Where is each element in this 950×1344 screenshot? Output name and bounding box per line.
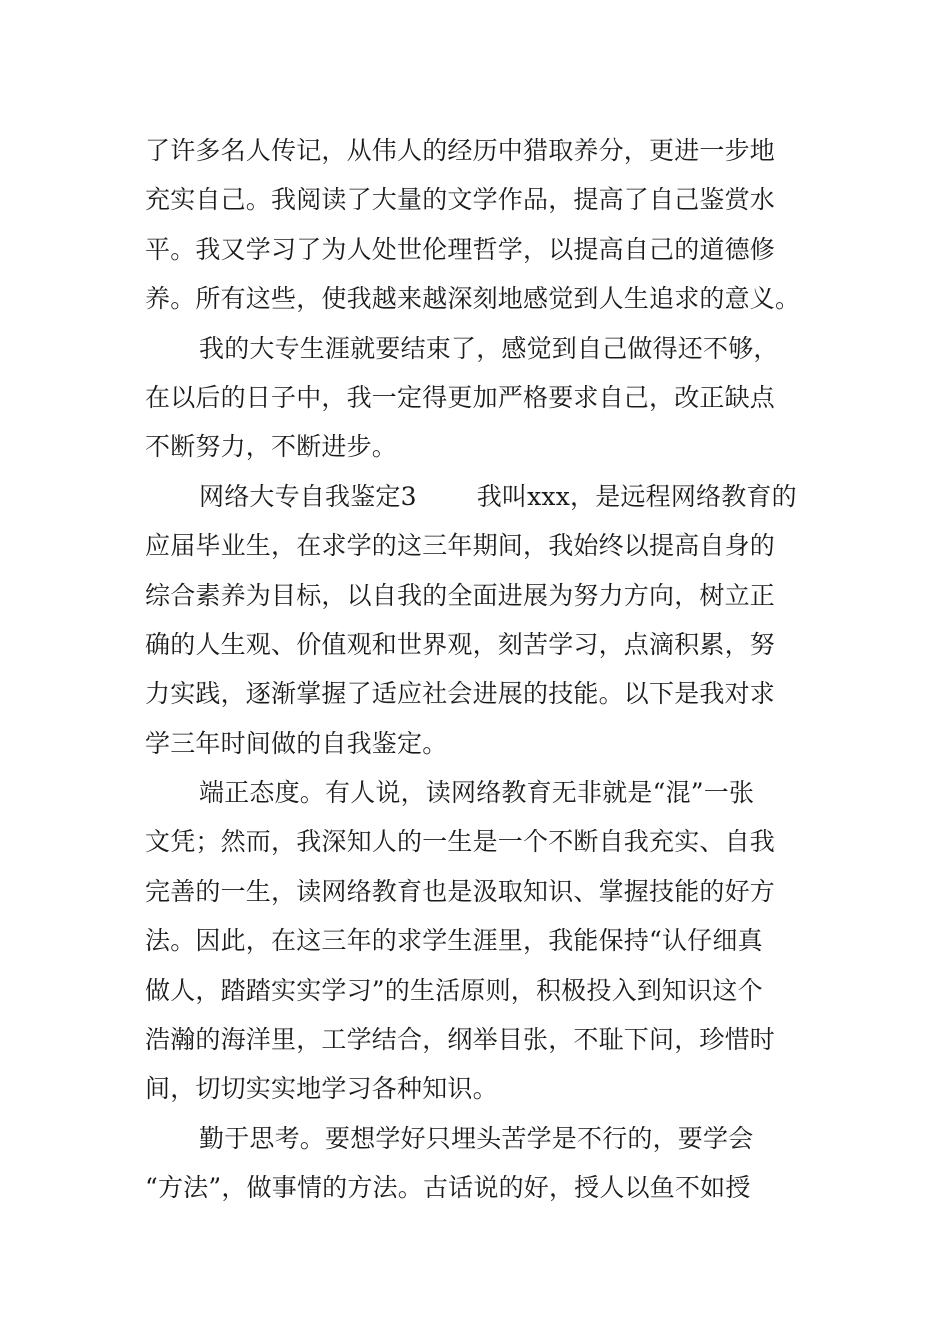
text-line: 完善的一生，读网络教育也是汲取知识、掌握技能的好方 [145, 876, 776, 906]
text-line: 不断努力，不断进步。 [145, 432, 398, 462]
text-line: 在以后的日子中，我一定得更加严格要求自己，改正缺点 [145, 382, 776, 412]
text-line: 确的人生观、价值观和世界观，刻苦学习，点滴积累，努 [145, 629, 776, 659]
text-line: 端正态度。有人说，读网络教育无非就是“混”一张 [199, 778, 755, 808]
paragraph-ending [145, 324, 810, 472]
text-line: 做人，踏踏实实学习”的生活原则，积极投入到知识这个 [145, 975, 763, 1005]
text-line: 力实践，逐渐掌握了适应社会进展的技能。以下是我对求 [145, 679, 776, 709]
paragraph-reading [145, 126, 810, 324]
text-line: 综合素养为目标，以自我的全面进展为努力方向，树立正 [145, 580, 776, 610]
paragraph-attitude [145, 768, 810, 1114]
text-line: 间，切切实实地学习各种知识。 [145, 1074, 498, 1104]
text-line [145, 472, 810, 521]
text-line: “方法”，做事情的方法。古话说的好，授人以鱼不如授 [145, 1173, 751, 1203]
text-line: 浩瀚的海洋里，工学结合，纲举目张，不耻下问，珍惜时 [145, 1025, 776, 1055]
section-heading: 网络大专自我鉴定3 [199, 481, 417, 511]
text-line: 勤于思考。要想学好只埋头苦学是不行的，要学会 [199, 1123, 754, 1153]
paragraph-intro [145, 472, 810, 768]
text-line: 应届毕业生，在求学的这三年期间，我始终以提高自身的 [145, 531, 776, 561]
text-line: 法。因此，在这三年的求学生涯里，我能保持“认仔细真 [145, 926, 763, 956]
text-line: 了许多名人传记，从伟人的经历中猎取养分，更进一步地 [145, 136, 776, 165]
text-line: 充实自己。我阅读了大量的文学作品，提高了自己鉴赏水 [145, 185, 776, 215]
text-line: 养。所有这些，使我越来越深刻地感觉到人生追求的意义。 [145, 284, 801, 314]
text-line: 文凭；然而，我深知人的一生是一个不断自我充实、自我 [145, 827, 776, 857]
paragraph-thinking [145, 1114, 810, 1213]
text-fragment: 我叫xxx，是远程网络教育的 [476, 481, 797, 511]
text-line: 学三年时间做的自我鉴定。 [145, 728, 448, 758]
document-body [145, 126, 810, 1213]
text-line: 我的大专生涯就要结束了，感觉到自己做得还不够， [199, 333, 779, 363]
text-line: 平。我又学习了为人处世伦理哲学，以提高自己的道德修 [145, 234, 776, 264]
